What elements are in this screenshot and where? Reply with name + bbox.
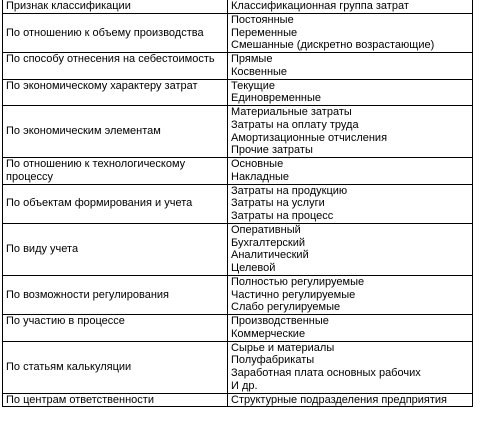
cost-group-item: Слабо регулируемые <box>231 301 341 314</box>
cost-group-item: Целевой <box>231 262 276 274</box>
classification-criterion: По способу отнесения на себестоимость <box>3 53 228 80</box>
classification-criterion: По участию в процессе <box>3 315 228 342</box>
table-header <box>3 0 473 13</box>
table-row <box>3 184 473 223</box>
classification-criterion: По отношению к объему производства <box>3 13 228 52</box>
classification-criterion: По виду учета <box>3 223 228 275</box>
header-row <box>3 0 473 13</box>
cost-group-item: Аналитический <box>231 249 309 262</box>
table-row <box>3 223 473 275</box>
cost-group-item: Основные <box>231 158 284 170</box>
cost-group-item: Структурные подразделения предприятия <box>231 393 448 406</box>
cost-group-item: Переменные <box>231 26 298 39</box>
cost-group-item: Заработная плата основных рабочих <box>231 367 421 379</box>
cost-groups-cell <box>228 393 473 407</box>
cost-group-item: Затраты на услуги <box>231 197 325 210</box>
table-row <box>3 158 473 185</box>
table-row <box>3 53 473 80</box>
header-criterion: Признак классификации <box>3 0 228 13</box>
cost-groups-cell <box>228 13 473 52</box>
table-row <box>3 341 473 393</box>
header-cost-group: Классификационная группа затрат <box>228 0 473 13</box>
cost-groups-cell <box>228 79 473 106</box>
cost-group-item: Смешанные (дискретно возрастающие) <box>231 39 435 52</box>
cost-group-item: Накладные <box>231 170 290 183</box>
cost-group-item: Материальные затраты <box>231 106 352 118</box>
cost-groups-cell <box>228 315 473 342</box>
table-row <box>3 13 473 52</box>
cost-group-item: Постоянные <box>231 13 294 26</box>
cost-group-item: Косвенные <box>231 65 288 78</box>
table-row <box>3 106 473 158</box>
cost-group-item: Полностью регулируемые <box>231 275 365 288</box>
cost-group-item: Бухгалтерский <box>231 236 306 249</box>
cost-groups-cell <box>228 106 473 158</box>
classification-criterion: По статьям калькуляции <box>3 341 228 393</box>
table-row <box>3 79 473 106</box>
classification-criterion: По отношению к технологическому процессу <box>3 158 228 185</box>
classification-criterion: По объектам формирования и учета <box>3 184 228 223</box>
cost-classification-table <box>2 0 473 407</box>
table-body <box>3 13 473 407</box>
cost-group-item: Сырье и материалы <box>231 341 335 354</box>
cost-groups-cell <box>228 53 473 80</box>
cost-groups-cell <box>228 158 473 185</box>
cost-groups-cell <box>228 184 473 223</box>
cost-group-item: Амортизационные отчисления <box>231 131 388 144</box>
table-row <box>3 275 473 314</box>
cost-groups-cell <box>228 341 473 393</box>
cost-groups-cell <box>228 223 473 275</box>
classification-criterion: По экономическим элементам <box>3 106 228 158</box>
cost-group-item: Частично регулируемые <box>231 288 356 301</box>
cost-group-item: Оперативный <box>231 223 301 236</box>
cost-group-item: Полуфабрикаты <box>231 354 315 367</box>
cost-group-item: Прямые <box>231 53 273 65</box>
cost-group-item: Единовременные <box>231 92 322 105</box>
cost-group-item: Затраты на продукцию <box>231 184 348 197</box>
cost-group-item: Затраты на процесс <box>231 210 334 222</box>
classification-criterion: По центрам ответственности <box>3 393 228 407</box>
cost-group-item: Затраты на оплату труда <box>231 118 359 131</box>
table-row <box>3 315 473 342</box>
cost-group-item: Прочие затраты <box>231 144 313 157</box>
cost-groups-cell <box>228 275 473 314</box>
cost-group-item: Текущие <box>231 79 275 92</box>
cost-group-item: Производственные <box>231 315 329 327</box>
classification-criterion: По возможности регулирования <box>3 275 228 314</box>
cost-group-item: Коммерческие <box>231 327 306 340</box>
classification-criterion: По экономическому характеру затрат <box>3 79 228 106</box>
table-row <box>3 393 473 407</box>
cost-group-item: И др. <box>231 379 258 392</box>
